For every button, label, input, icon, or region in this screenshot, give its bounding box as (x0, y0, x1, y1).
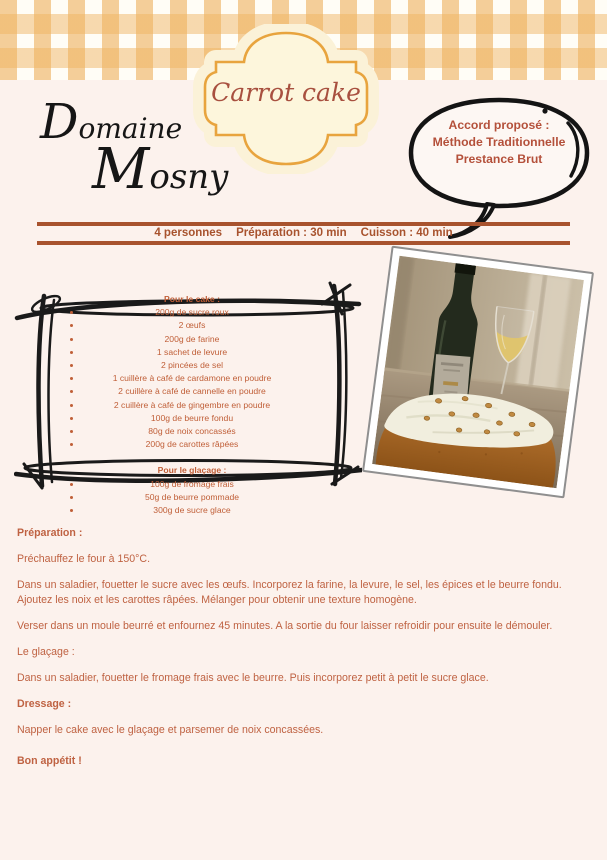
winery-logo (40, 96, 228, 200)
ingredient-item: 1 cuillère à café de cardamone en poudre (44, 372, 340, 385)
ingredient-item: 2 pincées de sel (44, 359, 340, 372)
bullet-icon (70, 351, 73, 354)
bullet-icon (70, 377, 73, 380)
bullet-icon (70, 443, 73, 446)
ingredient-item: 1 sachet de levure (44, 346, 340, 359)
bullet-icon (70, 390, 73, 393)
icing-ingredients-list (44, 478, 340, 518)
ingredient-item: 100g de fromage frais (44, 478, 340, 491)
icing-heading: Le glaçage : (17, 646, 75, 658)
bullet-icon (70, 324, 73, 327)
instruction-step: Dans un saladier, fouetter le sucre avec les œufs. Incorporez la farine, la levure, le sel, les épices et le beurre fondu. Ajoutez les noix et les carottes râpées. Mélanger pour obtenir une texture homogène. (17, 579, 562, 606)
instruction-step: Verser dans un moule beurré et enfournez 45 minutes. A la sortie du four laisser refroidir pour ensuite le démouler. (17, 620, 553, 632)
prep-time: Préparation : 30 min (236, 227, 347, 239)
ingredient-item: 2 œufs (44, 319, 340, 332)
instructions-section (17, 526, 591, 780)
ingredient-item: 80g de noix concassés (44, 425, 340, 438)
ingredients-box (14, 278, 362, 516)
instruction-step: Dans un saladier, fouetter le fromage frais avec le beurre. Puis incorporez petit à petit le sucre glace. (17, 672, 489, 684)
dressage-heading: Dressage : (17, 698, 72, 710)
pairing-label: Accord proposé : (448, 118, 550, 132)
winery-logo-line2: Mosny (92, 136, 229, 202)
servings: 4 personnes (154, 227, 223, 239)
pairing-speech-bubble (399, 90, 599, 240)
cook-time: Cuisson : 40 min (360, 227, 453, 239)
bullet-icon (70, 404, 73, 407)
ingredient-item: 2 cuillère à café de gingembre en poudre (44, 399, 340, 412)
bullet-icon (70, 483, 73, 486)
instruction-step: Napper le cake avec le glaçage et parsemer de noix concassées. (17, 724, 324, 736)
bullet-icon (70, 496, 73, 499)
cake-photo-illustration (372, 256, 584, 488)
pairing-wine-cuvee: Prestance Brut (455, 152, 543, 166)
cake-photo (362, 246, 594, 499)
preparation-heading: Préparation : (17, 527, 83, 539)
bullet-icon (70, 364, 73, 367)
ingredient-item: 200g de sucre roux (44, 306, 340, 319)
cake-ingredients-list (44, 306, 340, 451)
bullet-icon (70, 311, 73, 314)
pairing-wine-name: Méthode Traditionnelle (432, 135, 566, 149)
instruction-step: Préchauffez le four à 150°C. (17, 553, 151, 565)
ingredient-item: 300g de sucre glace (44, 504, 340, 517)
banner-bottom-rule (37, 241, 570, 245)
bullet-icon (70, 430, 73, 433)
ingredient-item: 50g de beurre pommade (44, 491, 340, 504)
recipe-title: Carrot cake (211, 78, 361, 107)
bullet-icon (70, 338, 73, 341)
ingredient-item: 200g de carottes râpées (44, 438, 340, 451)
winery-logo-line1: Domaine (40, 94, 183, 150)
recipe-info-banner (37, 222, 570, 245)
closing-message: Bon appétit ! (17, 755, 82, 767)
bullet-icon (70, 417, 73, 420)
ingredient-item: 100g de beurre fondu (44, 412, 340, 425)
ingredient-item: 200g de farine (44, 333, 340, 346)
cake-ingredients-heading: Pour le cake : (164, 294, 220, 304)
ingredient-item: 2 cuillère à café de cannelle en poudre (44, 385, 340, 398)
icing-ingredients-heading: Pour le glaçage : (157, 465, 227, 476)
bullet-icon (70, 509, 73, 512)
